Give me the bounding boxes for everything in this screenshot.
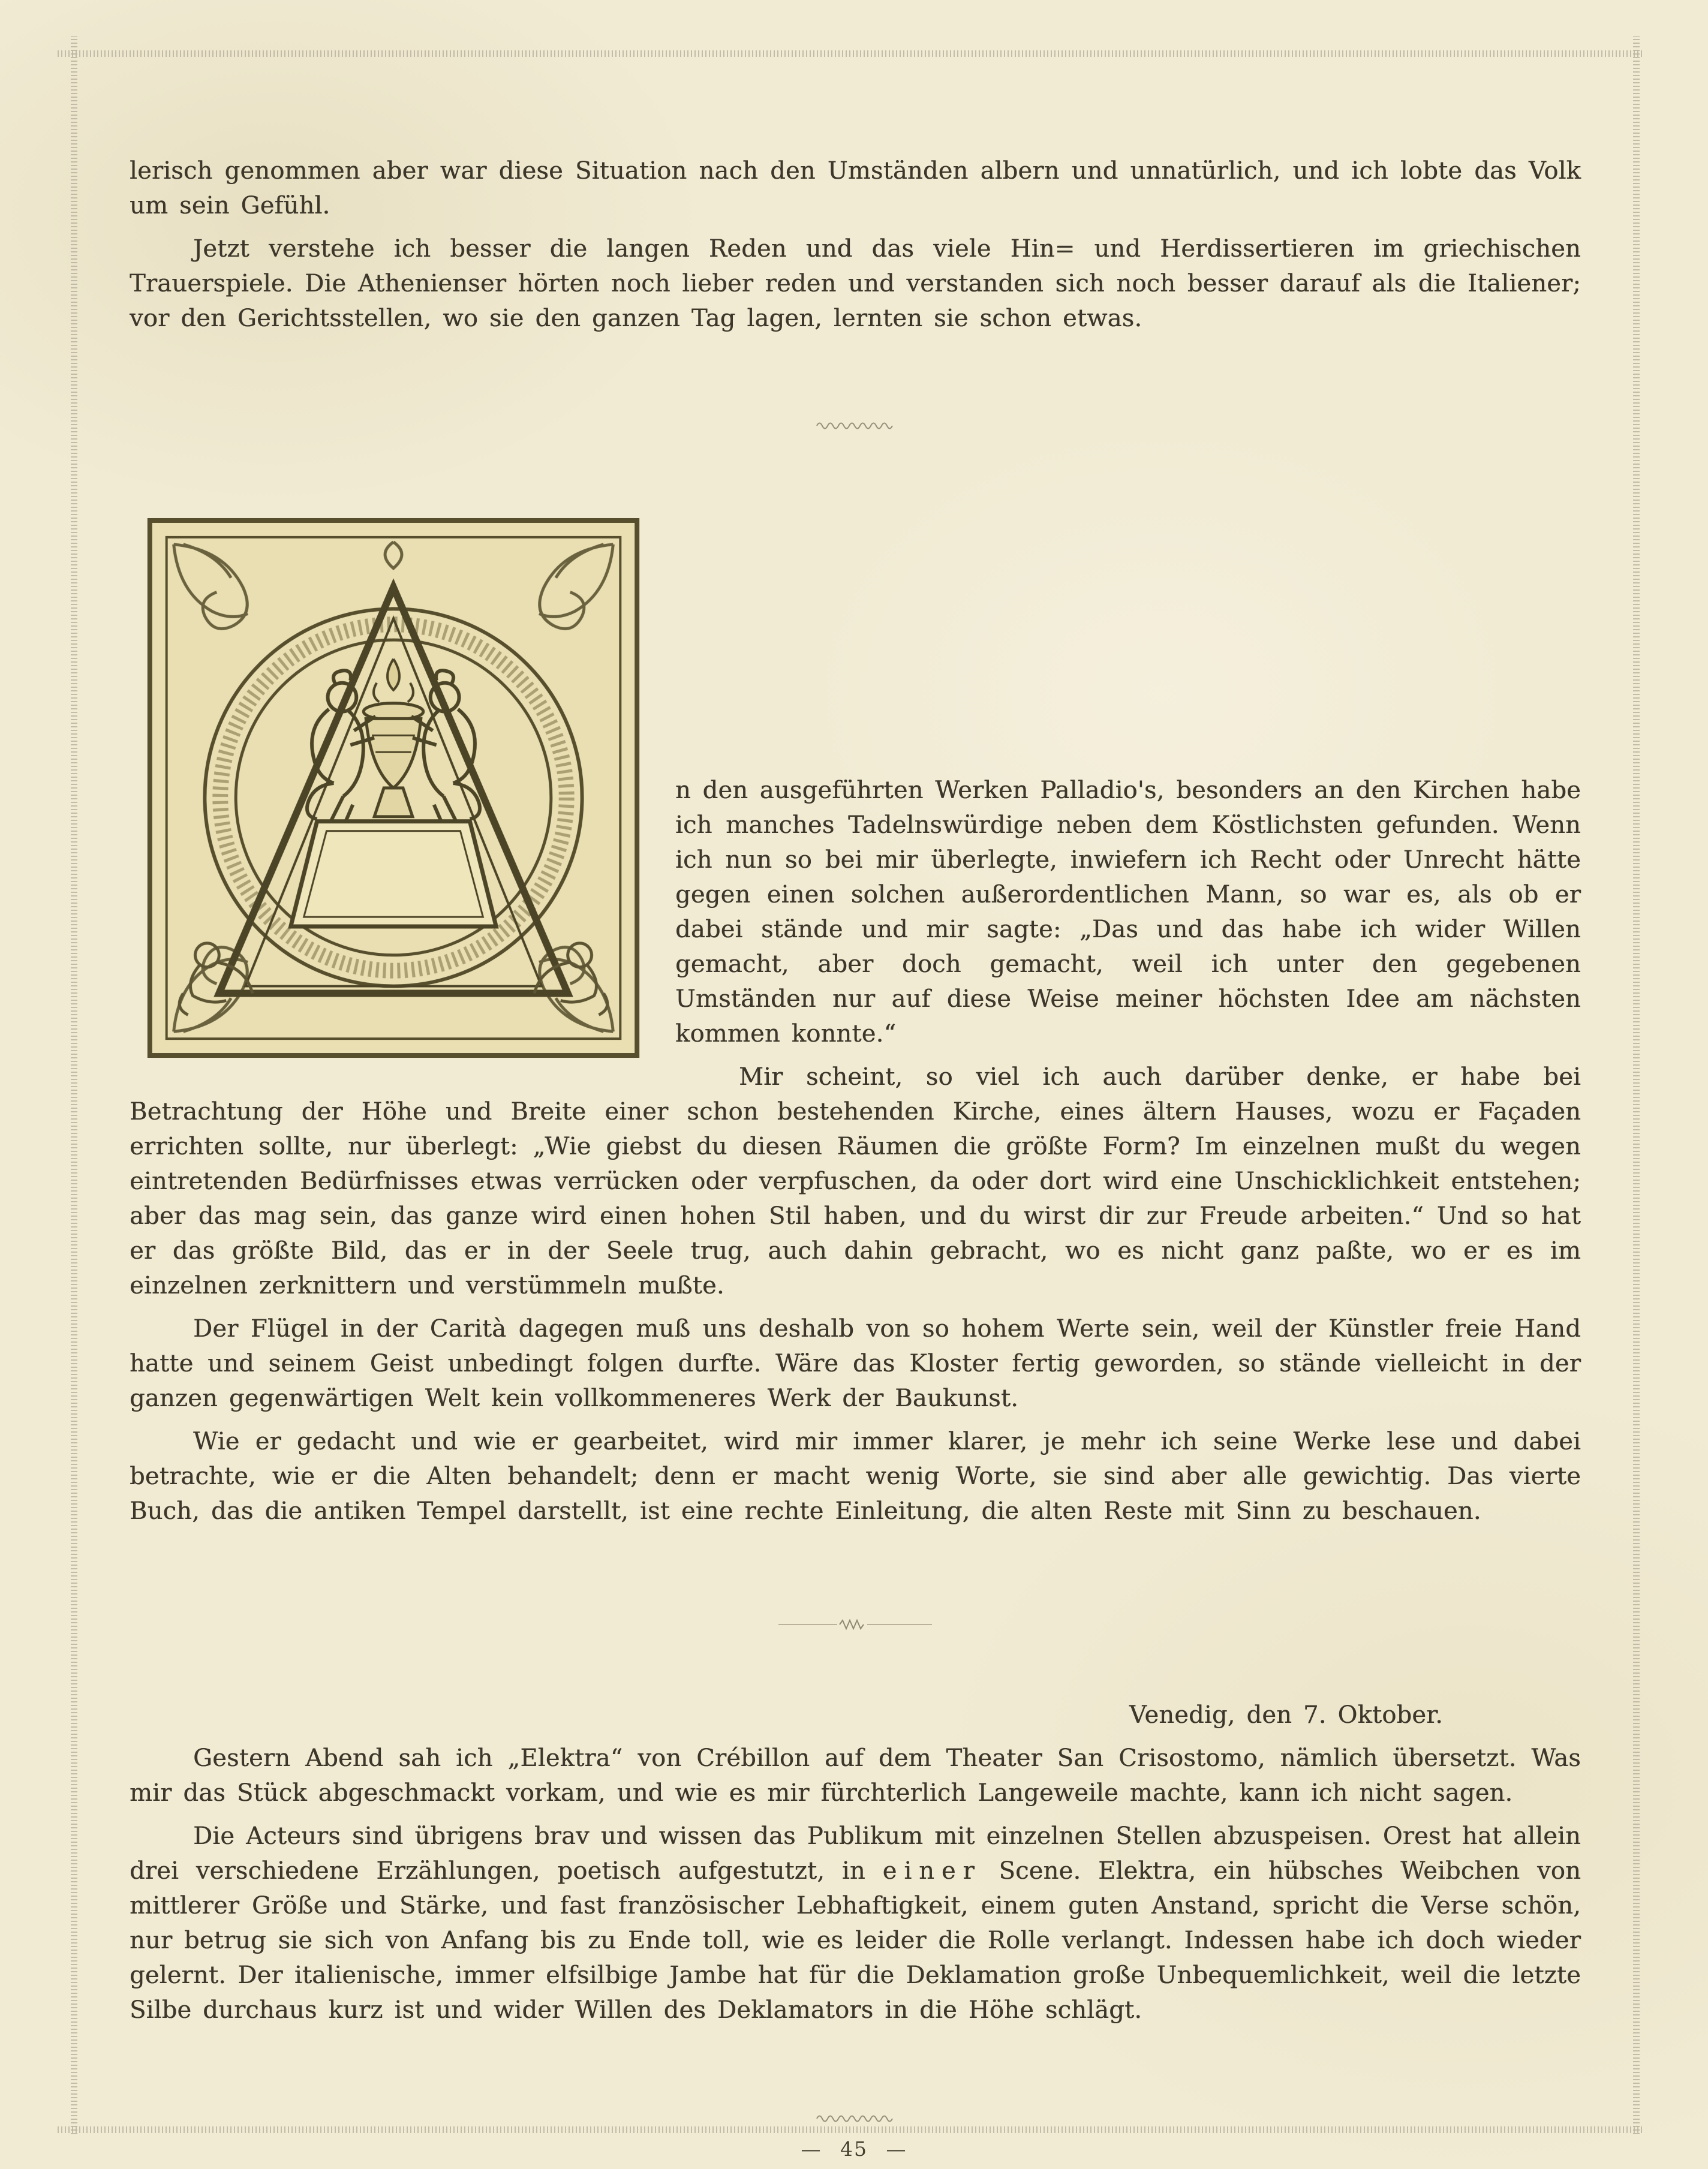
dateline: Venedig, den 7. Oktober. <box>1129 1701 1443 1729</box>
frame-right-rule <box>1633 36 1640 2134</box>
body-paragraph-palladio-werke: n den ausgeführten Werken Palladio's, besonders an den Kirchen habe ich manches Tadelnswürdige neben dem Köstlichsten gefunden. Wenn ich nun so bei mir überlegte, inwiefern ich Recht oder Unrecht hätte gegen einen solchen außerordentlichen Mann, so war es, als ob er dabei stände und mir sagte: „Das und das habe ich wider Willen gemacht, aber doch gemacht, weil ich unter den gegebenen Umständen nur auf diese Weise meiner höchsten Idee am nächsten kommen konnte.“ <box>675 777 1581 1048</box>
body-paragraph-viertes-buch: Wie er gedacht und wie er gearbeitet, wird mir immer klarer, je mehr ich seine Werke lese und dabei betrachte, wie er die Alten behandelt; denn er macht wenig Worte, sie sind aber alle gewichtig. Das vierte Buch, das die antiken Tempel darstellt, ist eine rechte Einleitung, die alten Reste mit Sinn zu beschauen. <box>130 1428 1581 1525</box>
initial-a-woodcut-icon <box>146 518 640 1058</box>
section-divider-squiggle <box>130 407 1581 441</box>
body-paragraph-caritas: Der Flügel in der Carità dagegen muß uns deshalb von so hohem Werte sein, weil der Künstler freie Hand hatte und seinem Geist unbedingt folgen durfte. Wäre das Kloster fertig geworden, so stände vielleicht in der ganzen gegenwärtigen Welt kein vollkommeneres Werk der Baukunst. <box>130 1315 1581 1412</box>
vignette-plaque <box>291 822 496 926</box>
body-paragraph-mir-scheint: Mir scheint, so viel ich auch darüber denke, er habe bei Betrachtung der Höhe und Breite einer schon bestehenden Kirche, eines ältern Hauses, wozu er Façaden errichten sollte, nur überlegt: „Wie giebst du diesen Räumen die größte Form? Im einzelnen mußt du wegen eintretenden Bedürfnisses etwas verrücken oder verpfuschen, da oder dort wird eine Unschicklichkeit entstehen; aber das mag sein, das ganze wird einen hohen Stil haben, und du wirst dir zur Freude arbeiten.“ Und so hat er das größte Bild, das er in der Seele trug, auch dahin gebracht, wo es nicht ganz paßte, wo er es im einzelnen zerknittern und verstümmeln mußte. <box>130 1063 1581 1299</box>
frame-left-rule <box>71 36 77 2134</box>
frame-top-rule <box>58 50 1643 57</box>
paragraph-text: Die Acteurs sind übrigens brav und wissen das Publikum mit einzelnen Stellen abzuspeisen. Orest hat allein drei verschiedene Erzählungen, poetisch aufgestutzt, in <box>130 1822 1581 1885</box>
section-divider-squiggle-bottom <box>130 2099 1581 2134</box>
body-paragraph-trauerspiele: Jetzt verstehe ich besser die langen Reden und das viele Hin= und Herdissertieren im griechischen Trauerspiele. Die Athenienser hörten noch lieber reden und verstanden sich noch besser darauf als die Italiener; vor den Gerichtsstellen, wo sie den ganzen Tag lagen, lernten sie schon etwas. <box>130 235 1581 332</box>
squiggle-icon <box>815 2112 895 2125</box>
rule-zigzag-icon <box>777 1618 933 1631</box>
woodcut-initial-vignette <box>146 518 640 1058</box>
page-number: — 45 — <box>801 2137 907 2161</box>
body-paragraph-elektra: Gestern Abend sah ich „Elektra“ von Crébillon auf dem Theater San Crisostomo, nämlich übersetzt. Was mir das Stück abgeschmackt vorkam, und wie es mir fürchterlich Langeweile machte, kann ich nicht sagen. <box>130 1744 1581 1807</box>
body-paragraph-continuation: lerisch genommen aber war diese Situation nach den Umständen albern und unnatürlich, und ich lobte das Volk um sein Gefühl. <box>130 157 1581 219</box>
page-body <box>130 154 1581 2134</box>
section-divider-rule-zigzag <box>130 1605 1581 1640</box>
body-paragraph-acteurs <box>130 1819 1581 2027</box>
squiggle-icon <box>815 419 895 432</box>
paragraph-text: Scene. Elektra, ein hübsches Weibchen von mittlerer Größe und Stärke, und fast französischer Lebhaftigkeit, einem guten Anstand, spricht die Verse schön, nur betrug sie sich von Anfang bis zu Ende toll, wie es leider die Rolle verlangt. Indessen habe ich doch wieder gelernt. Der italienische, immer elfsilbige Jambe hat für die Deklamation große Unbequemlichkeit, weil die letzte Silbe durchaus kurz ist und wider Willen des Deklamators in die Höhe schlägt. <box>130 1857 1581 2024</box>
paragraph-text-letterspaced: einer <box>882 1857 982 1885</box>
